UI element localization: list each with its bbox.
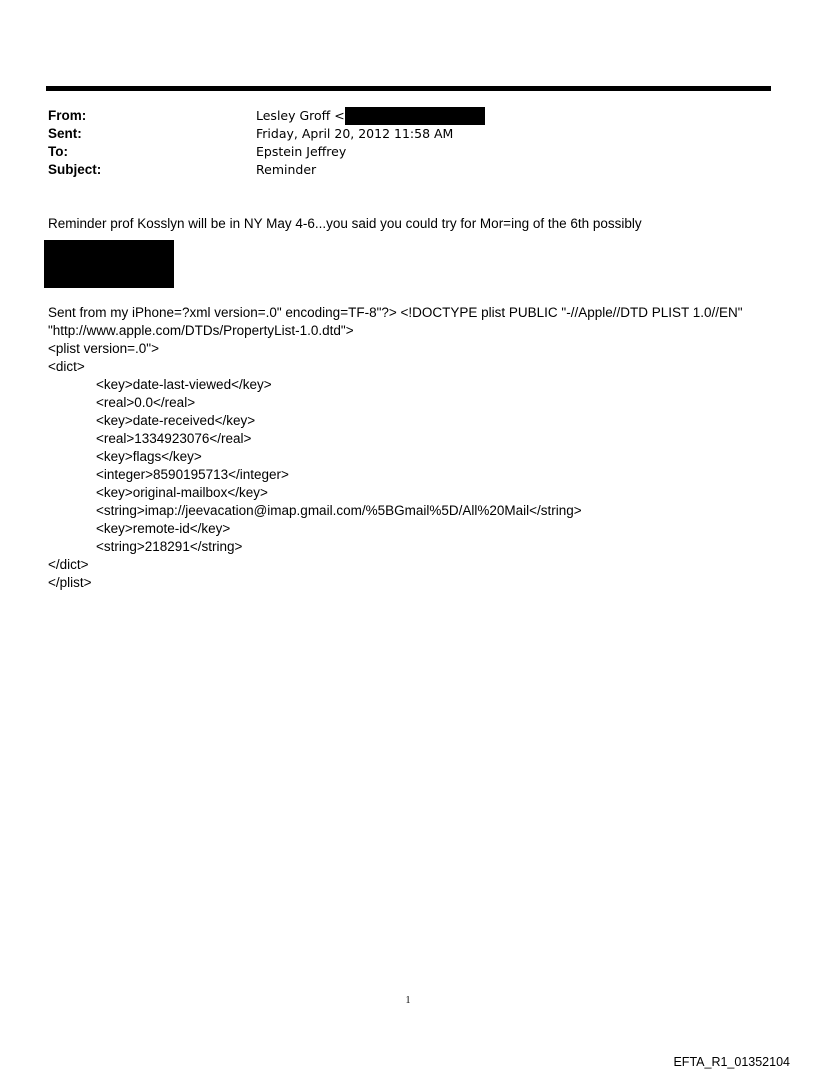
to-value: Epstein Jeffrey [256,144,347,159]
redaction-box-email-address [345,107,485,125]
plist-line: <key>date-received</key> [96,413,256,428]
header-row-sent [48,125,748,143]
from-value [256,107,485,125]
sent-from-line: Sent from my iPhone=?xml version=.0" encoding=TF-8"?> <!DOCTYPE plist PUBLIC "-//Apple//DTD PLIST 1.0//EN" [48,305,743,320]
to-label: To: [48,144,68,159]
plist-line: <key>remote-id</key> [96,521,231,536]
plist-line: <key>flags</key> [96,449,202,464]
plist-line: <real>1334923076</real> [96,431,252,446]
plist-line: <key>date-last-viewed</key> [96,377,272,392]
plist-line: </dict> [48,557,89,572]
plist-lines [48,340,743,592]
plist-line: <key>original-mailbox</key> [96,485,268,500]
sent-value: Friday, April 20, 2012 11:58 AM [256,126,454,141]
plist-block [48,304,743,592]
plist-line: <plist version=.0"> [48,341,159,356]
page-number: 1 [405,995,411,1006]
subject-value: Reminder [256,162,317,177]
plist-line: <integer>8590195713</integer> [96,467,289,482]
dtd-url-line: "http://www.apple.com/DTDs/PropertyList-1.0.dtd"> [48,323,354,338]
redaction-box-body [44,240,174,288]
subject-label: Subject: [48,162,102,177]
plist-line: <dict> [48,359,85,374]
header-divider-rule [46,86,771,91]
header-row-to [48,143,748,161]
header-row-from [48,107,748,125]
plist-line: <string>imap://jeevacation@imap.gmail.com/%5BGmail%5D/All%20Mail</string> [96,503,582,518]
plist-line: <real>0.0</real> [96,395,196,410]
plist-line: <string>218291</string> [96,539,243,554]
from-sender-text: Lesley Groff < [256,108,345,123]
header-row-subject [48,161,748,179]
sent-label: Sent: [48,126,82,141]
email-body-line: Reminder prof Kosslyn will be in NY May 4-6...you said you could try for Mor=ing of the 6th possibly [48,216,642,231]
plist-line: </plist> [48,575,92,590]
email-header [48,107,748,179]
document-id-footer: EFTA_R1_01352104 [673,1055,790,1069]
from-label: From: [48,108,87,123]
